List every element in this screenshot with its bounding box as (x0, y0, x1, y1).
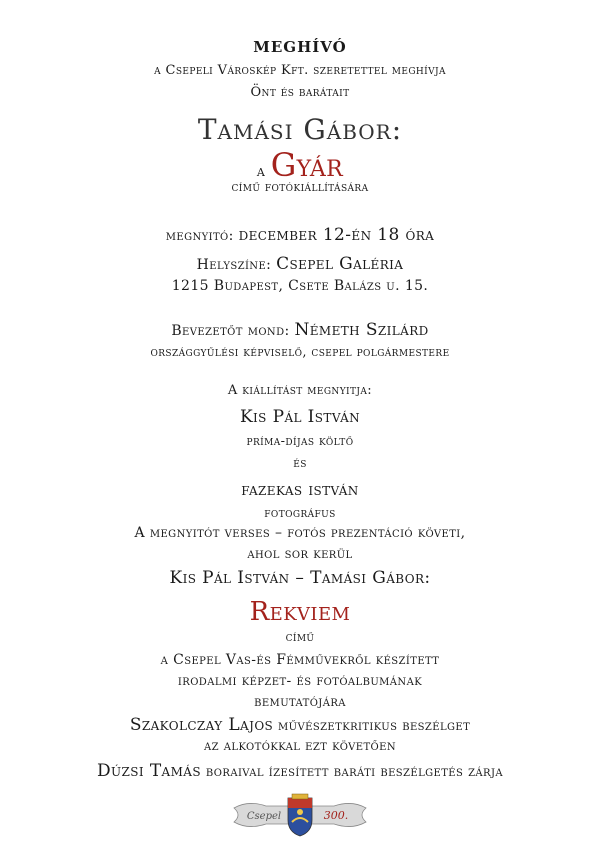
wine-rest: boraival ízesített baráti beszélgetés zárja (205, 764, 504, 780)
presentation-line-2: ahol sor kerül (247, 546, 353, 562)
intro-label: Bevezetőt mond: (171, 323, 290, 339)
opened-by-label: A kiállítást megnyitja: (227, 383, 373, 398)
work-title: Gyár (270, 146, 344, 184)
intro-line (0, 320, 600, 340)
author-name: Tamási Gábor: (197, 113, 403, 146)
opening-line (0, 225, 600, 245)
work-title-line (0, 146, 600, 184)
venue-label: Helyszíne: (196, 257, 272, 273)
work-article: a (256, 162, 266, 180)
coat-of-arms-icon (288, 794, 312, 836)
opener2-role: fotográfus (264, 506, 336, 521)
logo-text-right: 300. (323, 809, 349, 822)
presentation-line-1: A megnyitót verses – fotós prezentáció követi, (134, 525, 466, 541)
venue-name: Csepel Galéria (276, 254, 404, 274)
opening-label: megnyitó: (165, 228, 234, 244)
critic-line (0, 715, 600, 735)
wine-name: Dúzsi Tamás (96, 761, 201, 781)
authors-pair: Kis Pál István – Tamási Gábor: (169, 568, 431, 588)
venue-address: 1215 Budapest, Csete Balázs u. 15. (171, 278, 429, 294)
opener1-role: príma-díjas költő (246, 434, 354, 449)
book-desc-2: irodalmi képzet- és fotóalbumának (177, 673, 423, 689)
and-word: és (293, 456, 307, 471)
invitation-title: meghívó (253, 32, 347, 58)
csepel-300-logo (230, 792, 370, 838)
intro-person: Németh Szilárd (294, 320, 429, 340)
opener1-name: Kis Pál István (239, 407, 361, 427)
book-desc-3: bemutatójára (254, 694, 346, 710)
organizer-line: a Csepeli Városkép Kft. szeretettel meghívja (154, 63, 446, 78)
book-title: Rekviem (249, 597, 351, 627)
book-desc-1: a Csepel Vas-és Fémművekről készített (160, 652, 440, 668)
wine-line (0, 761, 600, 781)
intro-role: országgyűlési képviselő, csepel polgármestere (150, 345, 450, 360)
venue-line (0, 254, 600, 274)
guests-line: Önt és barátait (250, 85, 350, 100)
opening-time: december 12-én 18 óra (238, 225, 435, 245)
critic-rest: művészetkritikus beszélget (278, 718, 471, 734)
opener2-name: fazekas istván (241, 480, 359, 500)
book-cimu: című (285, 630, 315, 645)
exhibition-label: című fotókiállítására (231, 180, 369, 195)
critic-line-2: az alkotókkal ezt követően (203, 738, 397, 754)
logo-text-left: Csepel (246, 811, 282, 822)
critic-name: Szakolczay Lajos (129, 715, 274, 735)
